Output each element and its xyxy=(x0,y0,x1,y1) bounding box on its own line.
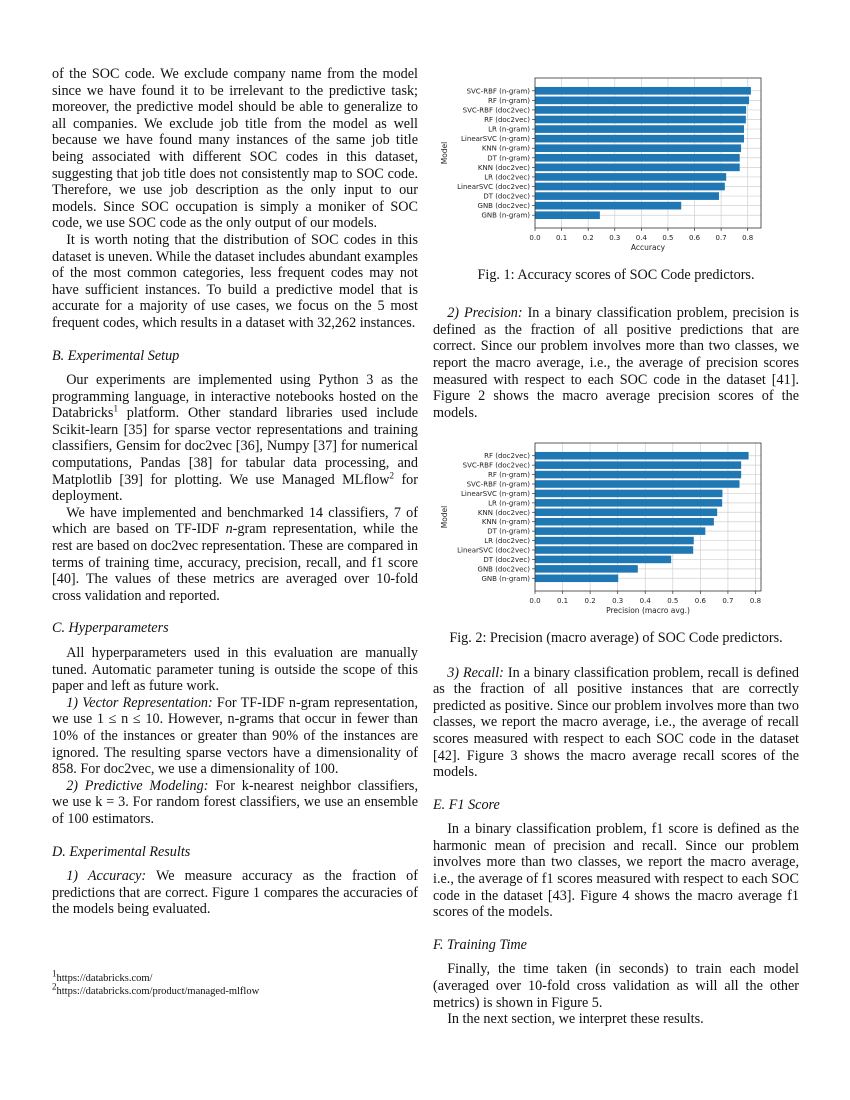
y-tick-label: GNB (doc2vec) xyxy=(477,565,530,574)
footnote-link[interactable]: https://databricks.com/product/managed-mlflow xyxy=(56,986,260,997)
y-tick-label: LR (n-gram) xyxy=(488,125,530,134)
paragraph xyxy=(52,505,418,605)
bar-knn-n-gram- xyxy=(535,144,741,152)
paragraph: All hyperparameters used in this evaluation are manually tuned. Automatic parameter tuning is outside the scope of this paper and left as future work. xyxy=(52,645,418,695)
figure-2 xyxy=(433,441,799,646)
bar-svc-rbf-doc2vec- xyxy=(535,462,741,470)
bar-dt-n-gram- xyxy=(535,154,740,162)
bar-rf-n-gram- xyxy=(535,471,741,479)
paragraph xyxy=(52,372,418,505)
y-tick-label: LinearSVC (doc2vec) xyxy=(457,183,530,191)
y-tick-label: DT (n-gram) xyxy=(487,527,530,536)
text: For TF-IDF n-gram representation, we use 1 ≤ n ≤ 10. However, n-grams that occur in fewer than 10% of the instances or greater than 90% of the instances are ignored. The resulting sparse vectors have a dimensionality of 858. For doc2vec, we use a dimensionality of 100. xyxy=(52,694,418,778)
footnote-mark: 2 xyxy=(52,981,57,992)
y-tick-label: SVC-RBF (n-gram) xyxy=(466,480,530,489)
x-tick-label: 0.0 xyxy=(529,234,541,242)
figure-1 xyxy=(433,76,799,283)
paragraph: In a binary classification problem, f1 score is defined as the harmonic mean of precision and recall. Since our problem involves more than two classes, we report the macro average, i.e., the average of f1 scores measured with respect to each SOC code in the dataset [43]. Figure 4 shows the macro average f1 scores of the models. xyxy=(433,821,799,921)
bar-dt-doc2vec- xyxy=(535,556,671,564)
y-tick-label: RF (doc2vec) xyxy=(484,452,530,461)
y-tick-label: SVC-RBF (n-gram) xyxy=(466,87,530,96)
figure-1-caption: Fig. 1: Accuracy scores of SOC Code predictors. xyxy=(477,266,755,283)
y-tick-label: GNB (n-gram) xyxy=(481,575,530,584)
x-tick-label: 0.8 xyxy=(742,234,754,242)
footnote-mark: 2 xyxy=(389,469,394,480)
y-tick-label: RF (doc2vec) xyxy=(484,116,530,124)
bar-gnb-n-gram- xyxy=(535,211,600,219)
y-tick-label: GNB (n-gram) xyxy=(481,211,530,220)
x-tick-label: 0.5 xyxy=(667,597,679,606)
y-axis-label: Model xyxy=(440,141,449,165)
y-tick-label: LinearSVC (n-gram) xyxy=(461,135,530,144)
section-heading-f: F. Training Time xyxy=(433,936,527,953)
text: For k-nearest neighbor classifiers, we use k = 3. For random forest classifiers, we use an ensemble of 100 estimators. xyxy=(52,777,418,827)
section-heading-b: B. Experimental Setup xyxy=(52,347,180,364)
bar-linearsvc-n-gram- xyxy=(535,490,722,498)
y-tick-label: DT (doc2vec) xyxy=(483,192,530,201)
paragraph xyxy=(433,305,799,421)
text: In a binary classification problem, precision is defined as the fraction of all positive predictions that are correct. Since our problem involves more than two classes, we report the macro average, i.e., the average of precision scores measured with respect to each SOC code in the dataset [41]. Figure 2 shows the macro average precision scores of the models. xyxy=(433,305,800,421)
y-tick-label: DT (n-gram) xyxy=(487,154,530,163)
x-tick-label: 0.2 xyxy=(582,234,594,242)
y-tick-label: DT (doc2vec) xyxy=(483,556,530,565)
bar-knn-doc2vec- xyxy=(535,164,740,172)
y-tick-label: LR (doc2vec) xyxy=(484,173,530,182)
math-n: n xyxy=(225,521,233,538)
subsection-heading: 1) Accuracy: xyxy=(66,868,147,885)
bar-gnb-doc2vec- xyxy=(535,202,681,210)
y-tick-label: LinearSVC (n-gram) xyxy=(461,490,530,499)
bar-rf-n-gram- xyxy=(535,97,749,105)
x-tick-label: 0.7 xyxy=(715,234,727,242)
precision-bar-chart xyxy=(433,441,799,617)
y-tick-label: RF (n-gram) xyxy=(488,96,530,105)
paragraph xyxy=(52,695,418,778)
paragraph: Finally, the time taken (in seconds) to train each model (averaged over 10-fold cross validation as will all the other metrics) is shown in Figure 5. xyxy=(433,961,799,1011)
y-tick-label: LR (n-gram) xyxy=(488,499,530,508)
y-tick-label: KNN (n-gram) xyxy=(481,144,530,153)
bar-gnb-doc2vec- xyxy=(535,565,638,573)
subsection-heading: 3) Recall: xyxy=(447,664,504,681)
x-tick-label: 0.3 xyxy=(609,234,621,242)
subsection-heading: 1) Vector Representation: xyxy=(66,694,213,711)
paragraph: It is worth noting that the distribution of SOC codes in this dataset is uneven. While the dataset includes abundant examples of the most common categories, less frequent codes may not have sufficient instances. To build a predictive model that is accurate for a majority of use cases, we focus on the 5 most frequent codes, which results in a dataset with 32,262 instances. xyxy=(52,231,418,331)
footnote xyxy=(52,981,260,998)
x-tick-label: 0.3 xyxy=(612,597,624,606)
text: In a binary classification problem, recall is defined as the fraction of all positive instances that are correctly predicted as positive. Since our problem involves more than two classes, we report the macro average, i.e., the average of recall scores measured with respect to each SOC code in the dataset [42]. Figure 3 shows the macro average recall scores of the models. xyxy=(433,664,800,781)
paragraph: In the next section, we interpret these results. xyxy=(447,1011,704,1028)
x-tick-label: 0.2 xyxy=(584,597,596,606)
paragraph xyxy=(433,665,799,781)
paragraph: of the SOC code. We exclude company name from the model since we have found it to be irrelevant to the predictive task; moreover, the predictive model should be able to generalize to all companies. We exclude job title from the model as well because we have found many instances of the same job title being associated with different SOC codes in this dataset, suggesting that job title does not consistently map to SOC code. Therefore, we use job description as the only input to our models. Since SOC occupation is simply a moniker of SOC code, we use SOC code as the only output of our models. xyxy=(52,66,418,232)
x-tick-label: 0.5 xyxy=(662,234,674,242)
subsection-heading: 2) Predictive Modeling: xyxy=(66,777,209,794)
bar-rf-doc2vec- xyxy=(535,116,746,124)
bar-linearsvc-doc2vec- xyxy=(535,547,693,555)
bar-lr-doc2vec- xyxy=(535,173,726,181)
bar-knn-n-gram- xyxy=(535,518,714,526)
y-tick-label: SVC-RBF (doc2vec) xyxy=(462,461,530,470)
bar-linearsvc-doc2vec- xyxy=(535,183,725,191)
subsection-heading: 2) Precision: xyxy=(447,305,523,322)
y-tick-label: SVC-RBF (doc2vec) xyxy=(462,106,530,115)
footnote-mark: 1 xyxy=(113,403,118,414)
y-tick-label: KNN (doc2vec) xyxy=(477,509,530,518)
bar-svc-rbf-n-gram- xyxy=(535,87,751,95)
right-column xyxy=(433,76,799,1028)
x-axis-label: Accuracy xyxy=(630,243,666,252)
text: platform. Other standard libraries used include Scikit-learn [35] for sparse vector representations and training classifiers, Gensim for doc2vec [36], Numpy [37] for numerical computations, Pandas [38] for tabular data processing, and Matplotlib [39] for plotting. We use Managed MLflow xyxy=(52,405,418,488)
text: We have implemented and benchmarked 14 classifiers, 7 of which are based on TF-IDF xyxy=(52,504,418,538)
x-tick-label: 0.6 xyxy=(688,234,701,242)
text: for deployment. xyxy=(52,471,418,505)
bar-lr-doc2vec- xyxy=(535,537,694,545)
bar-knn-doc2vec- xyxy=(535,509,717,517)
text: -gram representation, while the rest are based on doc2vec representation. These are compared in terms of training time, accuracy, precision, recall, and f1 score [40]. The values of these metrics are averaged over 10-fold cross validation and reported. xyxy=(52,521,418,604)
bar-dt-n-gram- xyxy=(535,528,705,536)
figure-2-caption: Fig. 2: Precision (macro average) of SOC Code predictors. xyxy=(449,629,783,646)
section-heading-c: C. Hyperparameters xyxy=(52,620,169,637)
x-tick-label: 0.6 xyxy=(694,597,706,606)
y-tick-label: RF (n-gram) xyxy=(488,471,530,480)
x-axis-label: Precision (macro avg.) xyxy=(606,606,690,616)
paragraph xyxy=(52,778,418,828)
bar-lr-n-gram- xyxy=(535,499,722,507)
y-tick-label: LinearSVC (doc2vec) xyxy=(457,546,530,555)
y-tick-label: LR (doc2vec) xyxy=(484,537,530,546)
y-tick-label: KNN (doc2vec) xyxy=(477,163,530,172)
footnote-mark: 1 xyxy=(52,968,57,979)
x-tick-label: 0.4 xyxy=(635,234,647,242)
bar-lr-n-gram- xyxy=(535,125,744,133)
bar-dt-doc2vec- xyxy=(535,192,719,200)
bar-gnb-n-gram- xyxy=(535,575,618,583)
bar-rf-doc2vec- xyxy=(535,452,749,460)
x-tick-label: 0.0 xyxy=(529,597,541,606)
text: We measure accuracy as the fraction of predictions that are correct. Figure 1 compares the accuracies of the models being evaluated. xyxy=(52,868,418,918)
footnotes xyxy=(52,968,260,998)
section-heading-d: D. Experimental Results xyxy=(52,843,191,860)
x-tick-label: 0.8 xyxy=(749,597,762,606)
bar-svc-rbf-doc2vec- xyxy=(535,106,746,114)
y-axis-label: Model xyxy=(440,506,449,529)
section-heading-e: E. F1 Score xyxy=(433,796,500,813)
x-tick-label: 0.4 xyxy=(639,597,651,606)
footnote-link[interactable]: https://databricks.com/ xyxy=(56,973,153,984)
text: Our experiments are implemented using Python 3 as the programming language, in interactive notebooks hosted on the Databricks xyxy=(52,372,418,422)
x-tick-label: 0.7 xyxy=(722,597,734,606)
x-tick-label: 0.1 xyxy=(556,597,569,606)
y-tick-label: GNB (doc2vec) xyxy=(477,202,530,211)
accuracy-bar-chart xyxy=(433,76,799,254)
bar-svc-rbf-n-gram- xyxy=(535,481,740,489)
footnote xyxy=(52,968,259,985)
left-column xyxy=(52,66,418,918)
x-tick-label: 0.1 xyxy=(556,234,568,242)
y-tick-label: KNN (n-gram) xyxy=(481,518,530,527)
bar-linearsvc-n-gram- xyxy=(535,135,744,143)
paragraph xyxy=(52,868,418,918)
